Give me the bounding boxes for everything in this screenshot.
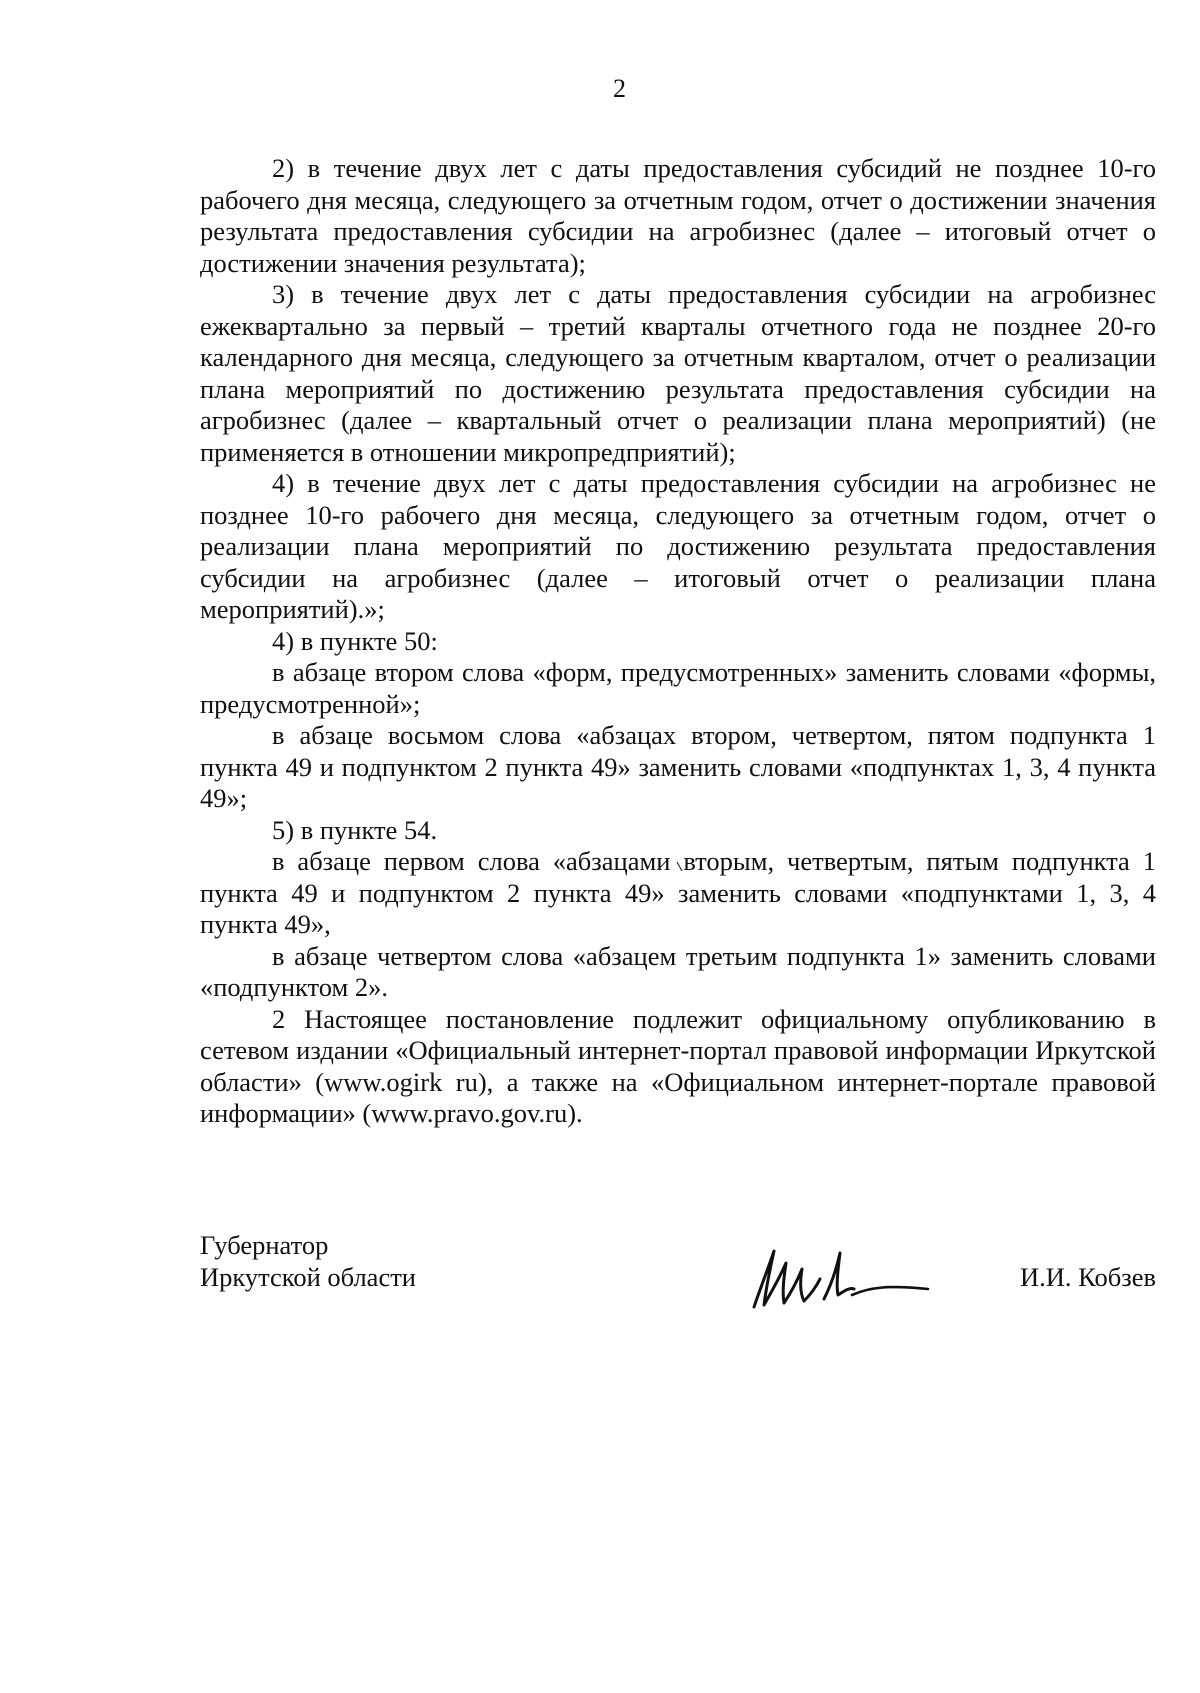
paragraph-item-3: 3) в течение двух лет с даты предоставления субсидии на агробизнес ежеквартально за первый – третий кварталы отчетного года не позднее 20-го календарного дня месяца, следующего за отчетным кварталом, отчет о реализации плана мероприятий по достижению результата предоставления субсидии на агробизнес (далее – квартальный отчет о реализации плана мероприятий) (не применяется в отношении микропредприятий); [200,279,1156,467]
page-number: 2 [613,74,626,103]
document-body [200,153,1156,1130]
handwritten-signature [740,1239,930,1314]
paragraph-clause-54-para-1: в абзаце первом слова «абзацами вторым, четвертым, пятым подпункта 1 пункта 49 и подпунктом 2 пункта 49» заменить словами «подпунктами 1, 3, 4 пункта 49», [200,846,1156,939]
signature-block [200,1229,1156,1319]
signer-title [200,1229,416,1293]
stray-pen-mark [676,861,684,873]
paragraph-clause-50-para-8: в абзаце восьмом слова «абзацах втором, четвертом, пятом подпункта 1 пункта 49 и подпунктом 2 пункта 49» заменить словами «подпунктах 1, 3, 4 пункта 49»; [200,720,1156,813]
signer-region: Иркутской области [200,1262,416,1292]
paragraph-publication: 2 Настоящее постановление подлежит официальному опубликованию в сетевом издании «Официальный интернет-портал правовой информации Иркутской области» (www.ogirk ru), а также на «Официальном интернет-портале правовой информации» (www.pravo.gov.ru). [200,1003,1156,1128]
signer-position: Губернатор [200,1230,329,1260]
paragraph-clause-50: 4) в пункте 50: [272,625,438,656]
paragraph-clause-54: 5) в пункте 54. [272,814,438,845]
paragraph-clause-50-para-2: в абзаце втором слова «форм, предусмотренных» заменить словами «формы, предусмотренной»; [200,657,1156,719]
paragraph-item-2: 2) в течение двух лет с даты предоставления субсидий не позднее 10-го рабочего дня месяца, следующего за отчетным годом, отчет о достижении значения результата предоставления субсидии на агробизнес (далее – итоговый отчет о достижении значения результата); [200,153,1156,278]
paragraph-clause-54-para-4: в абзаце четвертом слова «абзацем третьим подпункта 1» заменить словами «подпунктом 2». [200,940,1156,1002]
paragraph-item-4: 4) в течение двух лет с даты предоставления субсидии на агробизнес не позднее 10-го рабочего дня месяца, следующего за отчетным годом, отчет о реализации плана мероприятий по достижению результата предоставления субсидии на агробизнес (далее – итоговый отчет о реализации плана мероприятий).»; [200,468,1156,624]
signer-name: И.И. Кобзев [1020,1262,1156,1292]
